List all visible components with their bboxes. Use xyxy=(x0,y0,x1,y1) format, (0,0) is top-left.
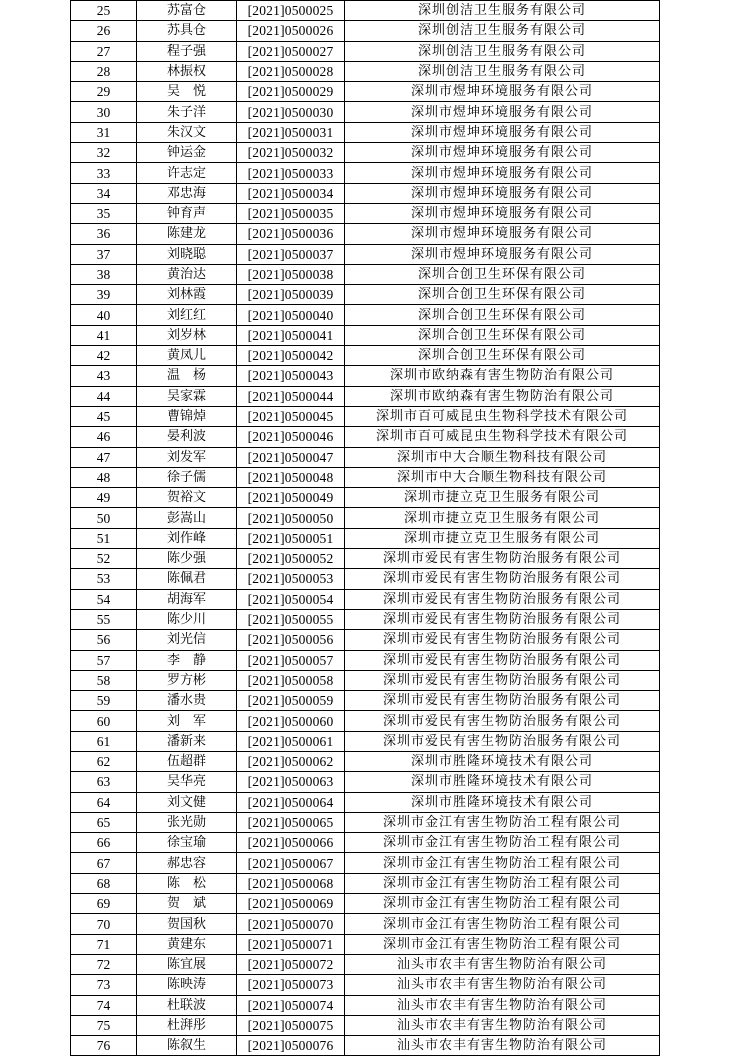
table-row xyxy=(71,812,660,832)
row-number: 70 xyxy=(71,914,137,934)
table-row xyxy=(71,366,660,386)
person-name: 钟运金 xyxy=(137,143,237,163)
row-number: 43 xyxy=(71,366,137,386)
row-number: 52 xyxy=(71,549,137,569)
person-name: 苏具仓 xyxy=(137,21,237,41)
table-row xyxy=(71,691,660,711)
table-row xyxy=(71,853,660,873)
row-number: 60 xyxy=(71,711,137,731)
certificate-number: [2021]0500066 xyxy=(237,833,345,853)
row-number: 33 xyxy=(71,163,137,183)
company-name: 深圳市中大合顺生物科技有限公司 xyxy=(345,447,660,467)
table-row xyxy=(71,325,660,345)
table-row xyxy=(71,285,660,305)
table-row xyxy=(71,569,660,589)
table-row xyxy=(71,589,660,609)
row-number: 35 xyxy=(71,203,137,223)
certificate-number: [2021]0500075 xyxy=(237,1015,345,1035)
person-name: 刘林霞 xyxy=(137,285,237,305)
certificate-number: [2021]0500073 xyxy=(237,975,345,995)
certificate-number: [2021]0500059 xyxy=(237,691,345,711)
certificate-number: [2021]0500069 xyxy=(237,894,345,914)
person-name: 邓忠海 xyxy=(137,183,237,203)
company-name: 深圳市煜坤环境服务有限公司 xyxy=(345,143,660,163)
certificate-number: [2021]0500036 xyxy=(237,224,345,244)
company-name: 深圳市金江有害生物防治工程有限公司 xyxy=(345,894,660,914)
certificate-number: [2021]0500038 xyxy=(237,264,345,284)
person-name: 陈叙生 xyxy=(137,1036,237,1056)
row-number: 61 xyxy=(71,731,137,751)
person-name: 吴家霖 xyxy=(137,386,237,406)
company-name: 深圳市爱民有害生物防治服务有限公司 xyxy=(345,691,660,711)
person-name: 张光勋 xyxy=(137,812,237,832)
company-name: 深圳市煜坤环境服务有限公司 xyxy=(345,224,660,244)
table-row xyxy=(71,143,660,163)
company-name: 深圳市煜坤环境服务有限公司 xyxy=(345,122,660,142)
company-name: 深圳合创卫生环保有限公司 xyxy=(345,264,660,284)
certificate-number: [2021]0500063 xyxy=(237,772,345,792)
row-number: 76 xyxy=(71,1036,137,1056)
row-number: 56 xyxy=(71,630,137,650)
person-name: 陈映涛 xyxy=(137,975,237,995)
person-name: 陈 松 xyxy=(137,873,237,893)
table-row xyxy=(71,224,660,244)
certificate-number: [2021]0500068 xyxy=(237,873,345,893)
company-name: 汕头市农丰有害生物防治有限公司 xyxy=(345,995,660,1015)
row-number: 75 xyxy=(71,1015,137,1035)
certificate-number: [2021]0500076 xyxy=(237,1036,345,1056)
person-name: 潘新来 xyxy=(137,731,237,751)
table-row xyxy=(71,954,660,974)
company-name: 深圳市中大合顺生物科技有限公司 xyxy=(345,467,660,487)
company-name: 深圳市爱民有害生物防治服务有限公司 xyxy=(345,609,660,629)
person-name: 朱汉文 xyxy=(137,122,237,142)
person-name: 李 静 xyxy=(137,650,237,670)
person-name: 刘红红 xyxy=(137,305,237,325)
company-name: 深圳市胜隆环境技术有限公司 xyxy=(345,772,660,792)
row-number: 41 xyxy=(71,325,137,345)
table-row xyxy=(71,894,660,914)
row-number: 36 xyxy=(71,224,137,244)
person-name: 刘 军 xyxy=(137,711,237,731)
table-row xyxy=(71,508,660,528)
person-name: 陈少川 xyxy=(137,609,237,629)
table-row xyxy=(71,792,660,812)
company-name: 深圳市爱民有害生物防治服务有限公司 xyxy=(345,670,660,690)
company-name: 深圳市金江有害生物防治工程有限公司 xyxy=(345,812,660,832)
company-name: 深圳合创卫生环保有限公司 xyxy=(345,285,660,305)
table-row xyxy=(71,833,660,853)
company-name: 深圳市胜隆环境技术有限公司 xyxy=(345,792,660,812)
table-row xyxy=(71,995,660,1015)
certificate-number: [2021]0500064 xyxy=(237,792,345,812)
certificate-number: [2021]0500053 xyxy=(237,569,345,589)
company-name: 汕头市农丰有害生物防治有限公司 xyxy=(345,1036,660,1056)
row-number: 71 xyxy=(71,934,137,954)
certificate-number: [2021]0500037 xyxy=(237,244,345,264)
row-number: 32 xyxy=(71,143,137,163)
certificate-number: [2021]0500062 xyxy=(237,751,345,771)
certificate-number: [2021]0500027 xyxy=(237,41,345,61)
certificate-number: [2021]0500058 xyxy=(237,670,345,690)
row-number: 51 xyxy=(71,528,137,548)
company-name: 深圳市胜隆环境技术有限公司 xyxy=(345,751,660,771)
company-name: 深圳创洁卫生服务有限公司 xyxy=(345,21,660,41)
row-number: 47 xyxy=(71,447,137,467)
company-name: 汕头市农丰有害生物防治有限公司 xyxy=(345,954,660,974)
person-name: 陈建龙 xyxy=(137,224,237,244)
table-row xyxy=(71,914,660,934)
certificate-number: [2021]0500071 xyxy=(237,934,345,954)
person-name: 刘晓聪 xyxy=(137,244,237,264)
certificate-number: [2021]0500061 xyxy=(237,731,345,751)
table-row xyxy=(71,163,660,183)
table-row xyxy=(71,934,660,954)
certificate-number: [2021]0500049 xyxy=(237,488,345,508)
certificate-number: [2021]0500025 xyxy=(237,1,345,21)
certificate-number: [2021]0500035 xyxy=(237,203,345,223)
person-name: 朱子洋 xyxy=(137,102,237,122)
certificate-number: [2021]0500039 xyxy=(237,285,345,305)
certificate-number: [2021]0500046 xyxy=(237,427,345,447)
certificate-number: [2021]0500040 xyxy=(237,305,345,325)
row-number: 68 xyxy=(71,873,137,893)
person-name: 吴华亮 xyxy=(137,772,237,792)
company-name: 深圳创洁卫生服务有限公司 xyxy=(345,41,660,61)
certificate-table xyxy=(70,0,660,1056)
table-row xyxy=(71,549,660,569)
table-row xyxy=(71,1,660,21)
company-name: 深圳市煜坤环境服务有限公司 xyxy=(345,183,660,203)
company-name: 深圳市爱民有害生物防治服务有限公司 xyxy=(345,731,660,751)
row-number: 67 xyxy=(71,853,137,873)
certificate-number: [2021]0500028 xyxy=(237,61,345,81)
person-name: 刘岁林 xyxy=(137,325,237,345)
company-name: 深圳市欧纳森有害生物防治有限公司 xyxy=(345,366,660,386)
certificate-number: [2021]0500042 xyxy=(237,346,345,366)
certificate-number: [2021]0500043 xyxy=(237,366,345,386)
person-name: 彭嵩山 xyxy=(137,508,237,528)
person-name: 黄治达 xyxy=(137,264,237,284)
table-row xyxy=(71,346,660,366)
table-row xyxy=(71,772,660,792)
company-name: 深圳市爱民有害生物防治服务有限公司 xyxy=(345,711,660,731)
person-name: 伍超群 xyxy=(137,751,237,771)
row-number: 25 xyxy=(71,1,137,21)
company-name: 深圳合创卫生环保有限公司 xyxy=(345,305,660,325)
row-number: 28 xyxy=(71,61,137,81)
person-name: 胡海军 xyxy=(137,589,237,609)
certificate-number: [2021]0500072 xyxy=(237,954,345,974)
row-number: 42 xyxy=(71,346,137,366)
person-name: 许志定 xyxy=(137,163,237,183)
row-number: 31 xyxy=(71,122,137,142)
row-number: 26 xyxy=(71,21,137,41)
company-name: 深圳市爱民有害生物防治服务有限公司 xyxy=(345,569,660,589)
row-number: 27 xyxy=(71,41,137,61)
certificate-number: [2021]0500032 xyxy=(237,143,345,163)
person-name: 贺国秋 xyxy=(137,914,237,934)
company-name: 深圳市捷立克卫生服务有限公司 xyxy=(345,508,660,528)
person-name: 贺 斌 xyxy=(137,894,237,914)
person-name: 刘发军 xyxy=(137,447,237,467)
person-name: 晏利波 xyxy=(137,427,237,447)
company-name: 汕头市农丰有害生物防治有限公司 xyxy=(345,1015,660,1035)
company-name: 深圳创洁卫生服务有限公司 xyxy=(345,61,660,81)
row-number: 50 xyxy=(71,508,137,528)
row-number: 46 xyxy=(71,427,137,447)
company-name: 深圳市煜坤环境服务有限公司 xyxy=(345,244,660,264)
table-row xyxy=(71,751,660,771)
person-name: 刘文健 xyxy=(137,792,237,812)
table-row xyxy=(71,183,660,203)
table-row xyxy=(71,102,660,122)
table-row xyxy=(71,82,660,102)
certificate-number: [2021]0500029 xyxy=(237,82,345,102)
row-number: 53 xyxy=(71,569,137,589)
table-row xyxy=(71,41,660,61)
certificate-number: [2021]0500052 xyxy=(237,549,345,569)
certificate-number: [2021]0500065 xyxy=(237,812,345,832)
certificate-number: [2021]0500070 xyxy=(237,914,345,934)
person-name: 钟育声 xyxy=(137,203,237,223)
table-row xyxy=(71,609,660,629)
certificate-number: [2021]0500055 xyxy=(237,609,345,629)
certificate-number: [2021]0500045 xyxy=(237,406,345,426)
person-name: 刘作峰 xyxy=(137,528,237,548)
certificate-number: [2021]0500034 xyxy=(237,183,345,203)
company-name: 深圳合创卫生环保有限公司 xyxy=(345,325,660,345)
table-row xyxy=(71,61,660,81)
certificate-number: [2021]0500031 xyxy=(237,122,345,142)
certificate-number: [2021]0500051 xyxy=(237,528,345,548)
company-name: 深圳市金江有害生物防治工程有限公司 xyxy=(345,873,660,893)
table-body xyxy=(71,1,660,1056)
company-name: 深圳合创卫生环保有限公司 xyxy=(345,346,660,366)
company-name: 深圳市煜坤环境服务有限公司 xyxy=(345,203,660,223)
person-name: 林振权 xyxy=(137,61,237,81)
certificate-number: [2021]0500030 xyxy=(237,102,345,122)
table-row xyxy=(71,731,660,751)
table-row xyxy=(71,203,660,223)
company-name: 深圳市金江有害生物防治工程有限公司 xyxy=(345,833,660,853)
table-row xyxy=(71,21,660,41)
company-name: 汕头市农丰有害生物防治有限公司 xyxy=(345,975,660,995)
row-number: 39 xyxy=(71,285,137,305)
table-row xyxy=(71,650,660,670)
table-row xyxy=(71,305,660,325)
table-row xyxy=(71,528,660,548)
person-name: 杜湃彤 xyxy=(137,1015,237,1035)
document-page xyxy=(70,0,659,1056)
certificate-number: [2021]0500026 xyxy=(237,21,345,41)
person-name: 吴 悦 xyxy=(137,82,237,102)
table-row xyxy=(71,264,660,284)
table-row xyxy=(71,1036,660,1056)
row-number: 63 xyxy=(71,772,137,792)
person-name: 徐子儒 xyxy=(137,467,237,487)
row-number: 69 xyxy=(71,894,137,914)
certificate-number: [2021]0500048 xyxy=(237,467,345,487)
company-name: 深圳市爱民有害生物防治服务有限公司 xyxy=(345,549,660,569)
company-name: 深圳市欧纳森有害生物防治有限公司 xyxy=(345,386,660,406)
row-number: 58 xyxy=(71,670,137,690)
row-number: 29 xyxy=(71,82,137,102)
certificate-number: [2021]0500074 xyxy=(237,995,345,1015)
table-row xyxy=(71,427,660,447)
company-name: 深圳市煜坤环境服务有限公司 xyxy=(345,82,660,102)
person-name: 贺裕文 xyxy=(137,488,237,508)
row-number: 37 xyxy=(71,244,137,264)
person-name: 郝忠容 xyxy=(137,853,237,873)
row-number: 49 xyxy=(71,488,137,508)
table-row xyxy=(71,122,660,142)
row-number: 48 xyxy=(71,467,137,487)
row-number: 44 xyxy=(71,386,137,406)
company-name: 深圳市煜坤环境服务有限公司 xyxy=(345,163,660,183)
certificate-number: [2021]0500056 xyxy=(237,630,345,650)
company-name: 深圳市金江有害生物防治工程有限公司 xyxy=(345,853,660,873)
table-row xyxy=(71,1015,660,1035)
certificate-number: [2021]0500041 xyxy=(237,325,345,345)
row-number: 64 xyxy=(71,792,137,812)
row-number: 66 xyxy=(71,833,137,853)
person-name: 徐宝瑜 xyxy=(137,833,237,853)
table-row xyxy=(71,447,660,467)
row-number: 59 xyxy=(71,691,137,711)
row-number: 45 xyxy=(71,406,137,426)
person-name: 潘水贵 xyxy=(137,691,237,711)
certificate-number: [2021]0500047 xyxy=(237,447,345,467)
table-row xyxy=(71,244,660,264)
person-name: 曹锦焯 xyxy=(137,406,237,426)
company-name: 深圳市煜坤环境服务有限公司 xyxy=(345,102,660,122)
table-row xyxy=(71,406,660,426)
company-name: 深圳市捷立克卫生服务有限公司 xyxy=(345,488,660,508)
person-name: 杜联波 xyxy=(137,995,237,1015)
row-number: 54 xyxy=(71,589,137,609)
table-row xyxy=(71,386,660,406)
table-row xyxy=(71,711,660,731)
company-name: 深圳市爱民有害生物防治服务有限公司 xyxy=(345,589,660,609)
row-number: 65 xyxy=(71,812,137,832)
certificate-number: [2021]0500050 xyxy=(237,508,345,528)
certificate-number: [2021]0500044 xyxy=(237,386,345,406)
person-name: 陈宜展 xyxy=(137,954,237,974)
company-name: 深圳市金江有害生物防治工程有限公司 xyxy=(345,914,660,934)
person-name: 陈少强 xyxy=(137,549,237,569)
certificate-number: [2021]0500054 xyxy=(237,589,345,609)
table-row xyxy=(71,488,660,508)
certificate-number: [2021]0500057 xyxy=(237,650,345,670)
table-row xyxy=(71,873,660,893)
certificate-number: [2021]0500067 xyxy=(237,853,345,873)
certificate-number: [2021]0500060 xyxy=(237,711,345,731)
company-name: 深圳市百可威昆虫生物科学技术有限公司 xyxy=(345,427,660,447)
person-name: 黄建东 xyxy=(137,934,237,954)
table-row xyxy=(71,670,660,690)
company-name: 深圳市金江有害生物防治工程有限公司 xyxy=(345,934,660,954)
person-name: 程子强 xyxy=(137,41,237,61)
row-number: 30 xyxy=(71,102,137,122)
company-name: 深圳市百可威昆虫生物科学技术有限公司 xyxy=(345,406,660,426)
company-name: 深圳市捷立克卫生服务有限公司 xyxy=(345,528,660,548)
company-name: 深圳创洁卫生服务有限公司 xyxy=(345,1,660,21)
table-row xyxy=(71,975,660,995)
row-number: 34 xyxy=(71,183,137,203)
row-number: 72 xyxy=(71,954,137,974)
row-number: 55 xyxy=(71,609,137,629)
row-number: 57 xyxy=(71,650,137,670)
certificate-number: [2021]0500033 xyxy=(237,163,345,183)
person-name: 温 杨 xyxy=(137,366,237,386)
person-name: 罗方彬 xyxy=(137,670,237,690)
row-number: 40 xyxy=(71,305,137,325)
row-number: 38 xyxy=(71,264,137,284)
row-number: 62 xyxy=(71,751,137,771)
table-row xyxy=(71,467,660,487)
company-name: 深圳市爱民有害生物防治服务有限公司 xyxy=(345,650,660,670)
row-number: 74 xyxy=(71,995,137,1015)
person-name: 陈佩君 xyxy=(137,569,237,589)
table-row xyxy=(71,630,660,650)
person-name: 苏富仓 xyxy=(137,1,237,21)
row-number: 73 xyxy=(71,975,137,995)
company-name: 深圳市爱民有害生物防治服务有限公司 xyxy=(345,630,660,650)
person-name: 刘光信 xyxy=(137,630,237,650)
person-name: 黄凤儿 xyxy=(137,346,237,366)
